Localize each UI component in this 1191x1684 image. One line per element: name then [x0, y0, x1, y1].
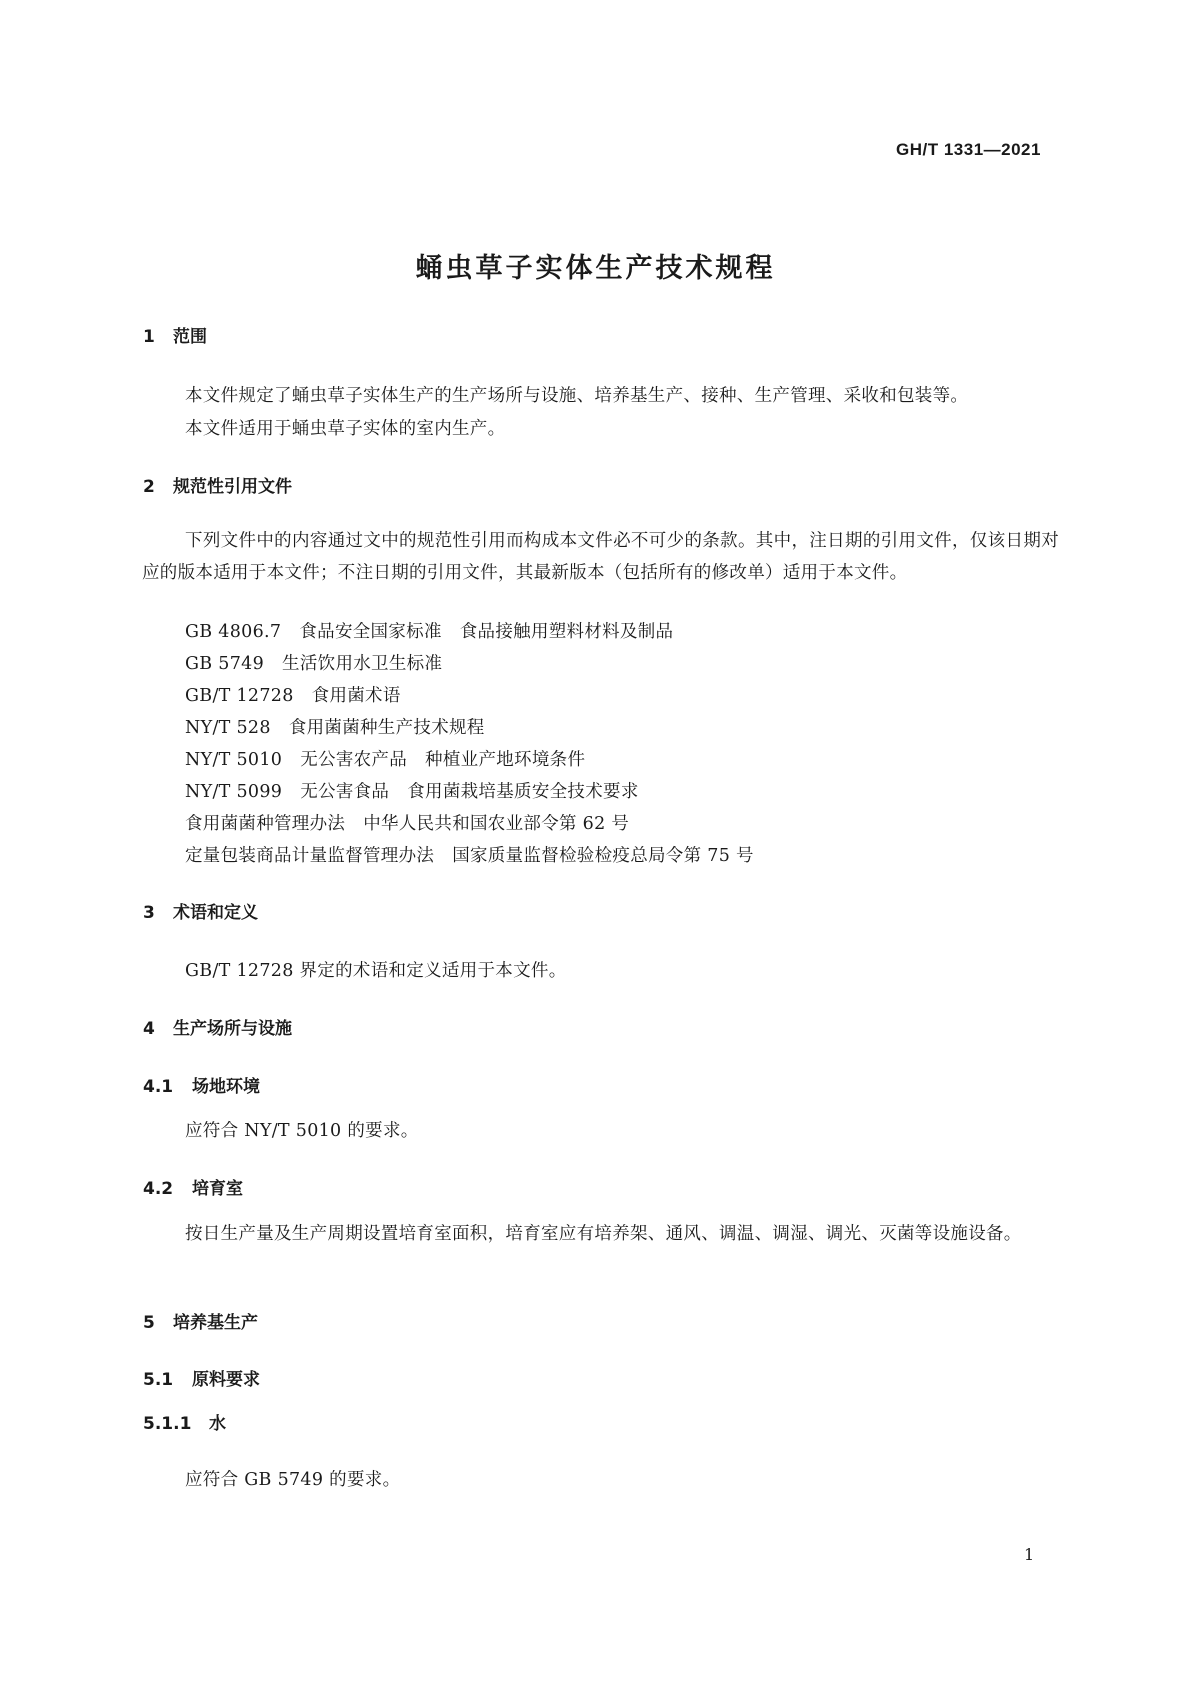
section-3-heading: [143, 898, 258, 923]
subsection-4-1-paragraph: 应符合 NY/T 5010 的要求。: [185, 1121, 419, 1141]
reference-title: 无公害农产品: [300, 750, 408, 770]
section-4-heading: [143, 1014, 292, 1039]
reference-subtitle: 食品接触用塑料材料及制品: [459, 622, 674, 642]
reference-item: [185, 810, 629, 835]
section-1-paragraph-2: 本文件适用于蛹虫草子实体的室内生产。: [185, 419, 506, 439]
subsection-5-1-1-heading: [143, 1409, 226, 1434]
section-title: 水: [209, 1414, 226, 1434]
reference-code: GB 5749: [185, 654, 265, 674]
reference-item: [185, 618, 673, 643]
section-title: 术语和定义: [173, 903, 258, 923]
reference-code: GB/T 12728: [185, 686, 294, 706]
reference-title: 无公害食品: [300, 782, 390, 802]
section-number: 5: [143, 1313, 155, 1333]
section-number: 5.1: [143, 1370, 174, 1390]
subsection-4-1-heading: [143, 1072, 260, 1097]
reference-subtitle: 种植业产地环境条件: [425, 750, 586, 770]
reference-item: [185, 682, 401, 707]
reference-subtitle: 食用菌栽培基质安全技术要求: [407, 782, 639, 802]
section-number: 4: [143, 1019, 155, 1039]
reference-title: 食用菌术语: [311, 686, 401, 706]
reference-item: [185, 746, 585, 771]
reference-title: 食用菌菌种生产技术规程: [288, 718, 485, 738]
reference-title: 食品安全国家标准: [299, 622, 442, 642]
section-number: 5.1.1: [143, 1414, 192, 1434]
section-number: 1: [143, 327, 155, 347]
document-title: 蛹虫草子实体生产技术规程: [415, 253, 776, 284]
section-title: 培养基生产: [173, 1313, 258, 1333]
reference-code: 定量包装商品计量监督管理办法: [185, 846, 435, 866]
subsection-5-1-heading: [143, 1365, 260, 1390]
subsection-4-2-heading: [143, 1174, 243, 1199]
standard-code: GH/T 1331—2021: [896, 140, 1041, 159]
section-2-intro: 下列文件中的内容通过文中的规范性引用而构成本文件必不可少的条款。其中，注日期的引用文件，仅该日期对应的版本适用于本文件；不注日期的引用文件，其最新版本（包括所有的修改单）适用于本文件。: [142, 531, 1059, 583]
reference-code: GB 4806.7: [185, 622, 282, 642]
section-1-paragraph-1: 本文件规定了蛹虫草子实体生产的生产场所与设施、培养基生产、接种、生产管理、采收和包装等。: [185, 386, 969, 406]
section-title: 原料要求: [192, 1370, 260, 1390]
section-number: 2: [143, 477, 155, 497]
section-number: 4.1: [143, 1077, 174, 1097]
reference-code: NY/T 528: [185, 718, 271, 738]
reference-title: 中华人民共和国农业部令第 62 号: [363, 814, 630, 834]
reference-item: [185, 778, 639, 803]
reference-code: 食用菌菌种管理办法: [185, 814, 346, 834]
reference-code: NY/T 5010: [185, 750, 283, 770]
subsection-4-2-paragraph: 按日生产量及生产周期设置培育室面积，培育室应有培养架、通风、调温、调湿、调光、灭菌等设施设备。: [185, 1224, 1022, 1244]
section-2-heading: [143, 472, 292, 497]
reference-item: [185, 842, 754, 867]
page-number: 1: [1024, 1545, 1035, 1564]
subsection-5-1-1-paragraph: 应符合 GB 5749 的要求。: [185, 1470, 401, 1490]
reference-item: [185, 650, 442, 675]
reference-title: 国家质量监督检验检疫总局令第 75 号: [452, 846, 754, 866]
section-title: 生产场所与设施: [173, 1019, 292, 1039]
reference-code: NY/T 5099: [185, 782, 283, 802]
section-title: 场地环境: [192, 1077, 260, 1097]
section-title: 培育室: [192, 1179, 243, 1199]
reference-title: 生活饮用水卫生标准: [282, 654, 443, 674]
section-5-heading: [143, 1308, 258, 1333]
section-1-heading: [143, 322, 207, 347]
section-title: 规范性引用文件: [173, 477, 292, 497]
section-number: 4.2: [143, 1179, 174, 1199]
section-title: 范围: [173, 327, 207, 347]
section-number: 3: [143, 903, 155, 923]
reference-item: [185, 714, 485, 739]
section-3-paragraph: GB/T 12728 界定的术语和定义适用于本文件。: [185, 961, 567, 981]
